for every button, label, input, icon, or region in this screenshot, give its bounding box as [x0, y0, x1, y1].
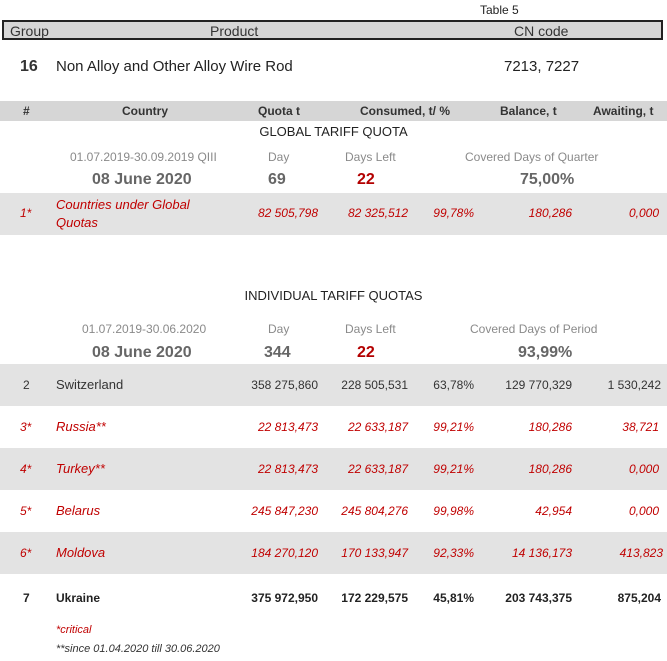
row-balance: 180,286 [528, 462, 572, 476]
individual-days-left-value: 22 [357, 344, 375, 361]
individual-quota-title: INDIVIDUAL TARIFF QUOTAS [244, 288, 423, 303]
note-since: **since 01.04.2020 till 30.06.2020 [56, 643, 220, 655]
row-consumed: 22 633,187 [347, 462, 408, 476]
row-awaiting: 413,823 [619, 546, 663, 560]
col-consumed: Consumed, t/ % [360, 104, 451, 118]
col-awaiting: Awaiting, t [593, 104, 654, 118]
row-quota: 184 270,120 [251, 546, 318, 560]
row-pct: 99,98% [433, 504, 474, 518]
row-pct: 99,78% [433, 206, 474, 220]
row-num: 7 [23, 591, 30, 605]
group-number: 16 [20, 58, 38, 75]
individual-date: 08 June 2020 [92, 344, 192, 361]
row-country: Turkey** [56, 461, 105, 476]
row-balance: 203 743,375 [505, 591, 572, 605]
row-num: 6* [20, 546, 32, 560]
header-product: Product [210, 23, 259, 39]
row-awaiting: 0,000 [628, 206, 659, 220]
row-num: 5* [20, 504, 32, 518]
global-covered-label: Covered Days of Quarter [465, 150, 599, 164]
table-row [0, 490, 667, 532]
table-row [0, 448, 667, 490]
table-row [0, 532, 667, 574]
row-country: Belarus [56, 503, 101, 518]
row-num: 4* [20, 462, 32, 476]
row-pct: 45,81% [433, 591, 474, 605]
global-day-value: 69 [268, 171, 286, 188]
row-quota: 375 972,950 [251, 591, 318, 605]
table-row [0, 577, 667, 613]
header-group: Group [10, 23, 49, 39]
global-days-left-label: Days Left [345, 150, 396, 164]
row-consumed: 22 633,187 [347, 420, 408, 434]
global-day-label: Day [268, 150, 290, 164]
individual-period: 01.07.2019-30.06.2020 [82, 322, 207, 336]
row-quota: 82 505,798 [257, 206, 318, 220]
row-awaiting: 1 530,242 [607, 378, 661, 392]
row-quota: 358 275,860 [251, 378, 318, 392]
header-cn-code: CN code [514, 23, 569, 39]
row-consumed: 172 229,575 [341, 591, 408, 605]
global-covered-value: 75,00% [520, 171, 575, 188]
row-quota: 22 813,473 [257, 420, 318, 434]
row-balance: 42,954 [535, 504, 572, 518]
row-awaiting: 875,204 [617, 591, 661, 605]
col-balance: Balance, t [500, 104, 557, 118]
individual-day-value: 344 [264, 344, 291, 361]
row-pct: 99,21% [433, 420, 474, 434]
row-country-line2: Quotas [56, 215, 98, 230]
row-num: 1* [20, 206, 32, 220]
table-header [2, 20, 663, 40]
global-quota-title: GLOBAL TARIFF QUOTA [259, 124, 408, 139]
row-consumed: 82 325,512 [347, 206, 408, 220]
row-country: Countries under Global [56, 197, 190, 212]
row-country: Ukraine [56, 591, 101, 605]
row-balance: 180,286 [528, 420, 572, 434]
row-country: Switzerland [56, 377, 124, 392]
table-row [0, 193, 667, 235]
individual-day-label: Day [268, 322, 290, 336]
table-label: Table 5 [480, 3, 519, 17]
individual-covered-value: 93,99% [518, 344, 573, 361]
row-pct: 63,78% [433, 378, 474, 392]
product-name: Non Alloy and Other Alloy Wire Rod [56, 58, 293, 75]
col-num: # [23, 104, 30, 118]
individual-covered-label: Covered Days of Period [470, 322, 598, 336]
row-balance: 129 770,329 [505, 378, 572, 392]
table-row [0, 406, 667, 448]
column-header-row [0, 101, 667, 121]
row-quota: 22 813,473 [257, 462, 318, 476]
row-consumed: 170 133,947 [341, 546, 408, 560]
row-consumed: 228 505,531 [341, 378, 408, 392]
row-quota: 245 847,230 [251, 504, 318, 518]
row-consumed: 245 804,276 [341, 504, 408, 518]
row-pct: 99,21% [433, 462, 474, 476]
row-awaiting: 0,000 [628, 462, 659, 476]
global-period: 01.07.2019-30.09.2019 QIII [70, 150, 217, 164]
note-critical: *critical [56, 624, 92, 636]
cn-code-value: 7213, 7227 [504, 58, 580, 75]
individual-days-left-label: Days Left [345, 322, 396, 336]
row-pct: 92,33% [433, 546, 474, 560]
global-days-left-value: 22 [357, 171, 375, 188]
row-num: 3* [20, 420, 32, 434]
row-awaiting: 0,000 [628, 504, 659, 518]
row-balance: 14 136,173 [511, 546, 572, 560]
col-quota: Quota t [258, 104, 300, 118]
row-awaiting: 38,721 [622, 420, 659, 434]
row-balance: 180,286 [528, 206, 572, 220]
row-num: 2 [23, 378, 30, 392]
col-country: Country [122, 104, 168, 118]
row-country: Russia** [56, 419, 106, 434]
row-country: Moldova [56, 545, 106, 560]
table-row [0, 364, 667, 406]
global-date: 08 June 2020 [92, 171, 192, 188]
